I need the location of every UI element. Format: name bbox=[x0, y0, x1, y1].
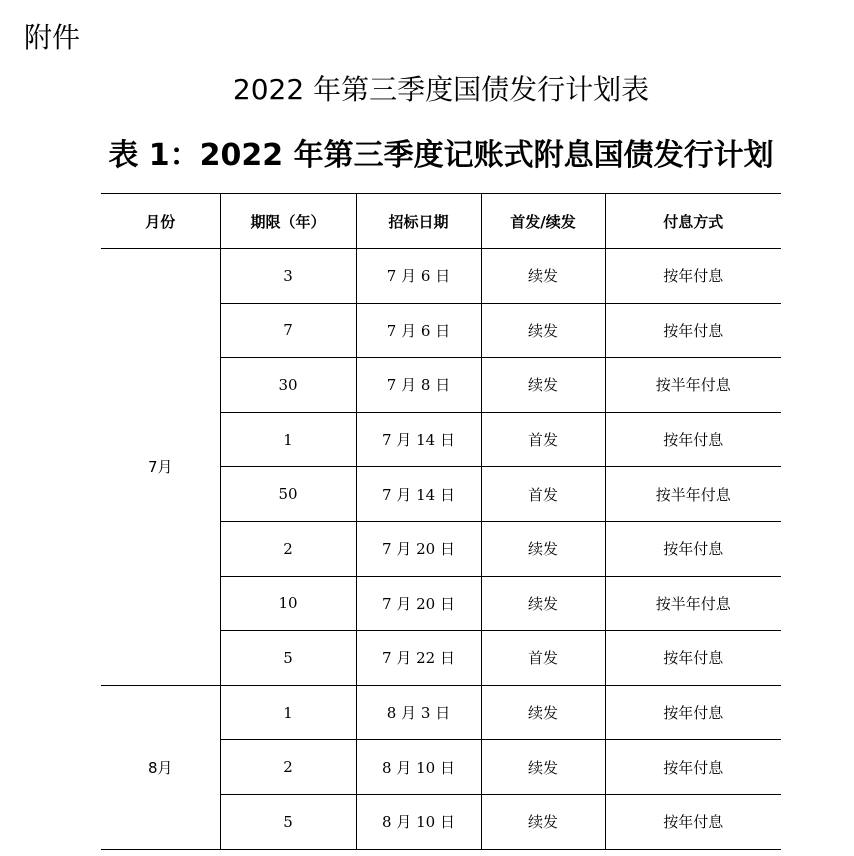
term-cell: 7 bbox=[220, 303, 356, 358]
auction-date-cell: 7 月 14 日 bbox=[356, 467, 481, 522]
payment-method-cell: 按年付息 bbox=[605, 521, 781, 576]
term-cell: 1 bbox=[220, 412, 356, 467]
term-cell: 2 bbox=[220, 740, 356, 795]
issue-type-cell: 首发 bbox=[481, 467, 605, 522]
auction-date-cell: 7 月 8 日 bbox=[356, 358, 481, 413]
issue-type-cell: 续发 bbox=[481, 740, 605, 795]
payment-method-cell: 按半年付息 bbox=[605, 467, 781, 522]
attachment-label: 附件 bbox=[24, 21, 81, 54]
issue-type-cell: 续发 bbox=[481, 576, 605, 631]
issue-type-cell: 续发 bbox=[481, 249, 605, 304]
issue-type-cell: 续发 bbox=[481, 685, 605, 740]
table-title: 表 1：2022 年第三季度记账式附息国债发行计划 bbox=[108, 138, 774, 173]
payment-method-cell: 按年付息 bbox=[605, 412, 781, 467]
term-cell: 50 bbox=[220, 467, 356, 522]
payment-method-cell: 按年付息 bbox=[605, 631, 781, 686]
column-header-issue-type: 首发/续发 bbox=[481, 194, 605, 249]
auction-date-cell: 8 月 10 日 bbox=[356, 740, 481, 795]
column-header-payment-method: 付息方式 bbox=[605, 194, 781, 249]
payment-method-cell: 按年付息 bbox=[605, 794, 781, 849]
auction-date-cell: 7 月 20 日 bbox=[356, 521, 481, 576]
term-cell: 10 bbox=[220, 576, 356, 631]
term-cell: 3 bbox=[220, 249, 356, 304]
auction-date-cell: 7 月 22 日 bbox=[356, 631, 481, 686]
payment-method-cell: 按半年付息 bbox=[605, 358, 781, 413]
table-row bbox=[101, 685, 781, 740]
month-cell: 8月 bbox=[101, 685, 220, 849]
issue-type-cell: 续发 bbox=[481, 303, 605, 358]
payment-method-cell: 按年付息 bbox=[605, 685, 781, 740]
month-cell: 7月 bbox=[101, 249, 220, 686]
auction-date-cell: 7 月 6 日 bbox=[356, 303, 481, 358]
issue-type-cell: 首发 bbox=[481, 631, 605, 686]
term-cell: 5 bbox=[220, 631, 356, 686]
payment-method-cell: 按年付息 bbox=[605, 303, 781, 358]
auction-date-cell: 7 月 6 日 bbox=[356, 249, 481, 304]
auction-date-cell: 7 月 20 日 bbox=[356, 576, 481, 631]
auction-date-cell: 7 月 14 日 bbox=[356, 412, 481, 467]
issuance-plan-table bbox=[101, 193, 781, 850]
column-header-term: 期限（年） bbox=[220, 194, 356, 249]
issue-type-cell: 续发 bbox=[481, 358, 605, 413]
auction-date-cell: 8 月 10 日 bbox=[356, 794, 481, 849]
payment-method-cell: 按年付息 bbox=[605, 740, 781, 795]
issue-type-cell: 首发 bbox=[481, 412, 605, 467]
column-header-auction-date: 招标日期 bbox=[356, 194, 481, 249]
term-cell: 30 bbox=[220, 358, 356, 413]
payment-method-cell: 按半年付息 bbox=[605, 576, 781, 631]
issue-type-cell: 续发 bbox=[481, 794, 605, 849]
term-cell: 1 bbox=[220, 685, 356, 740]
auction-date-cell: 8 月 3 日 bbox=[356, 685, 481, 740]
term-cell: 5 bbox=[220, 794, 356, 849]
issue-type-cell: 续发 bbox=[481, 521, 605, 576]
table-row bbox=[101, 249, 781, 304]
table-header-row bbox=[101, 194, 781, 249]
term-cell: 2 bbox=[220, 521, 356, 576]
payment-method-cell: 按年付息 bbox=[605, 249, 781, 304]
document-title: 2022 年第三季度国债发行计划表 bbox=[232, 73, 650, 106]
column-header-month: 月份 bbox=[101, 194, 220, 249]
